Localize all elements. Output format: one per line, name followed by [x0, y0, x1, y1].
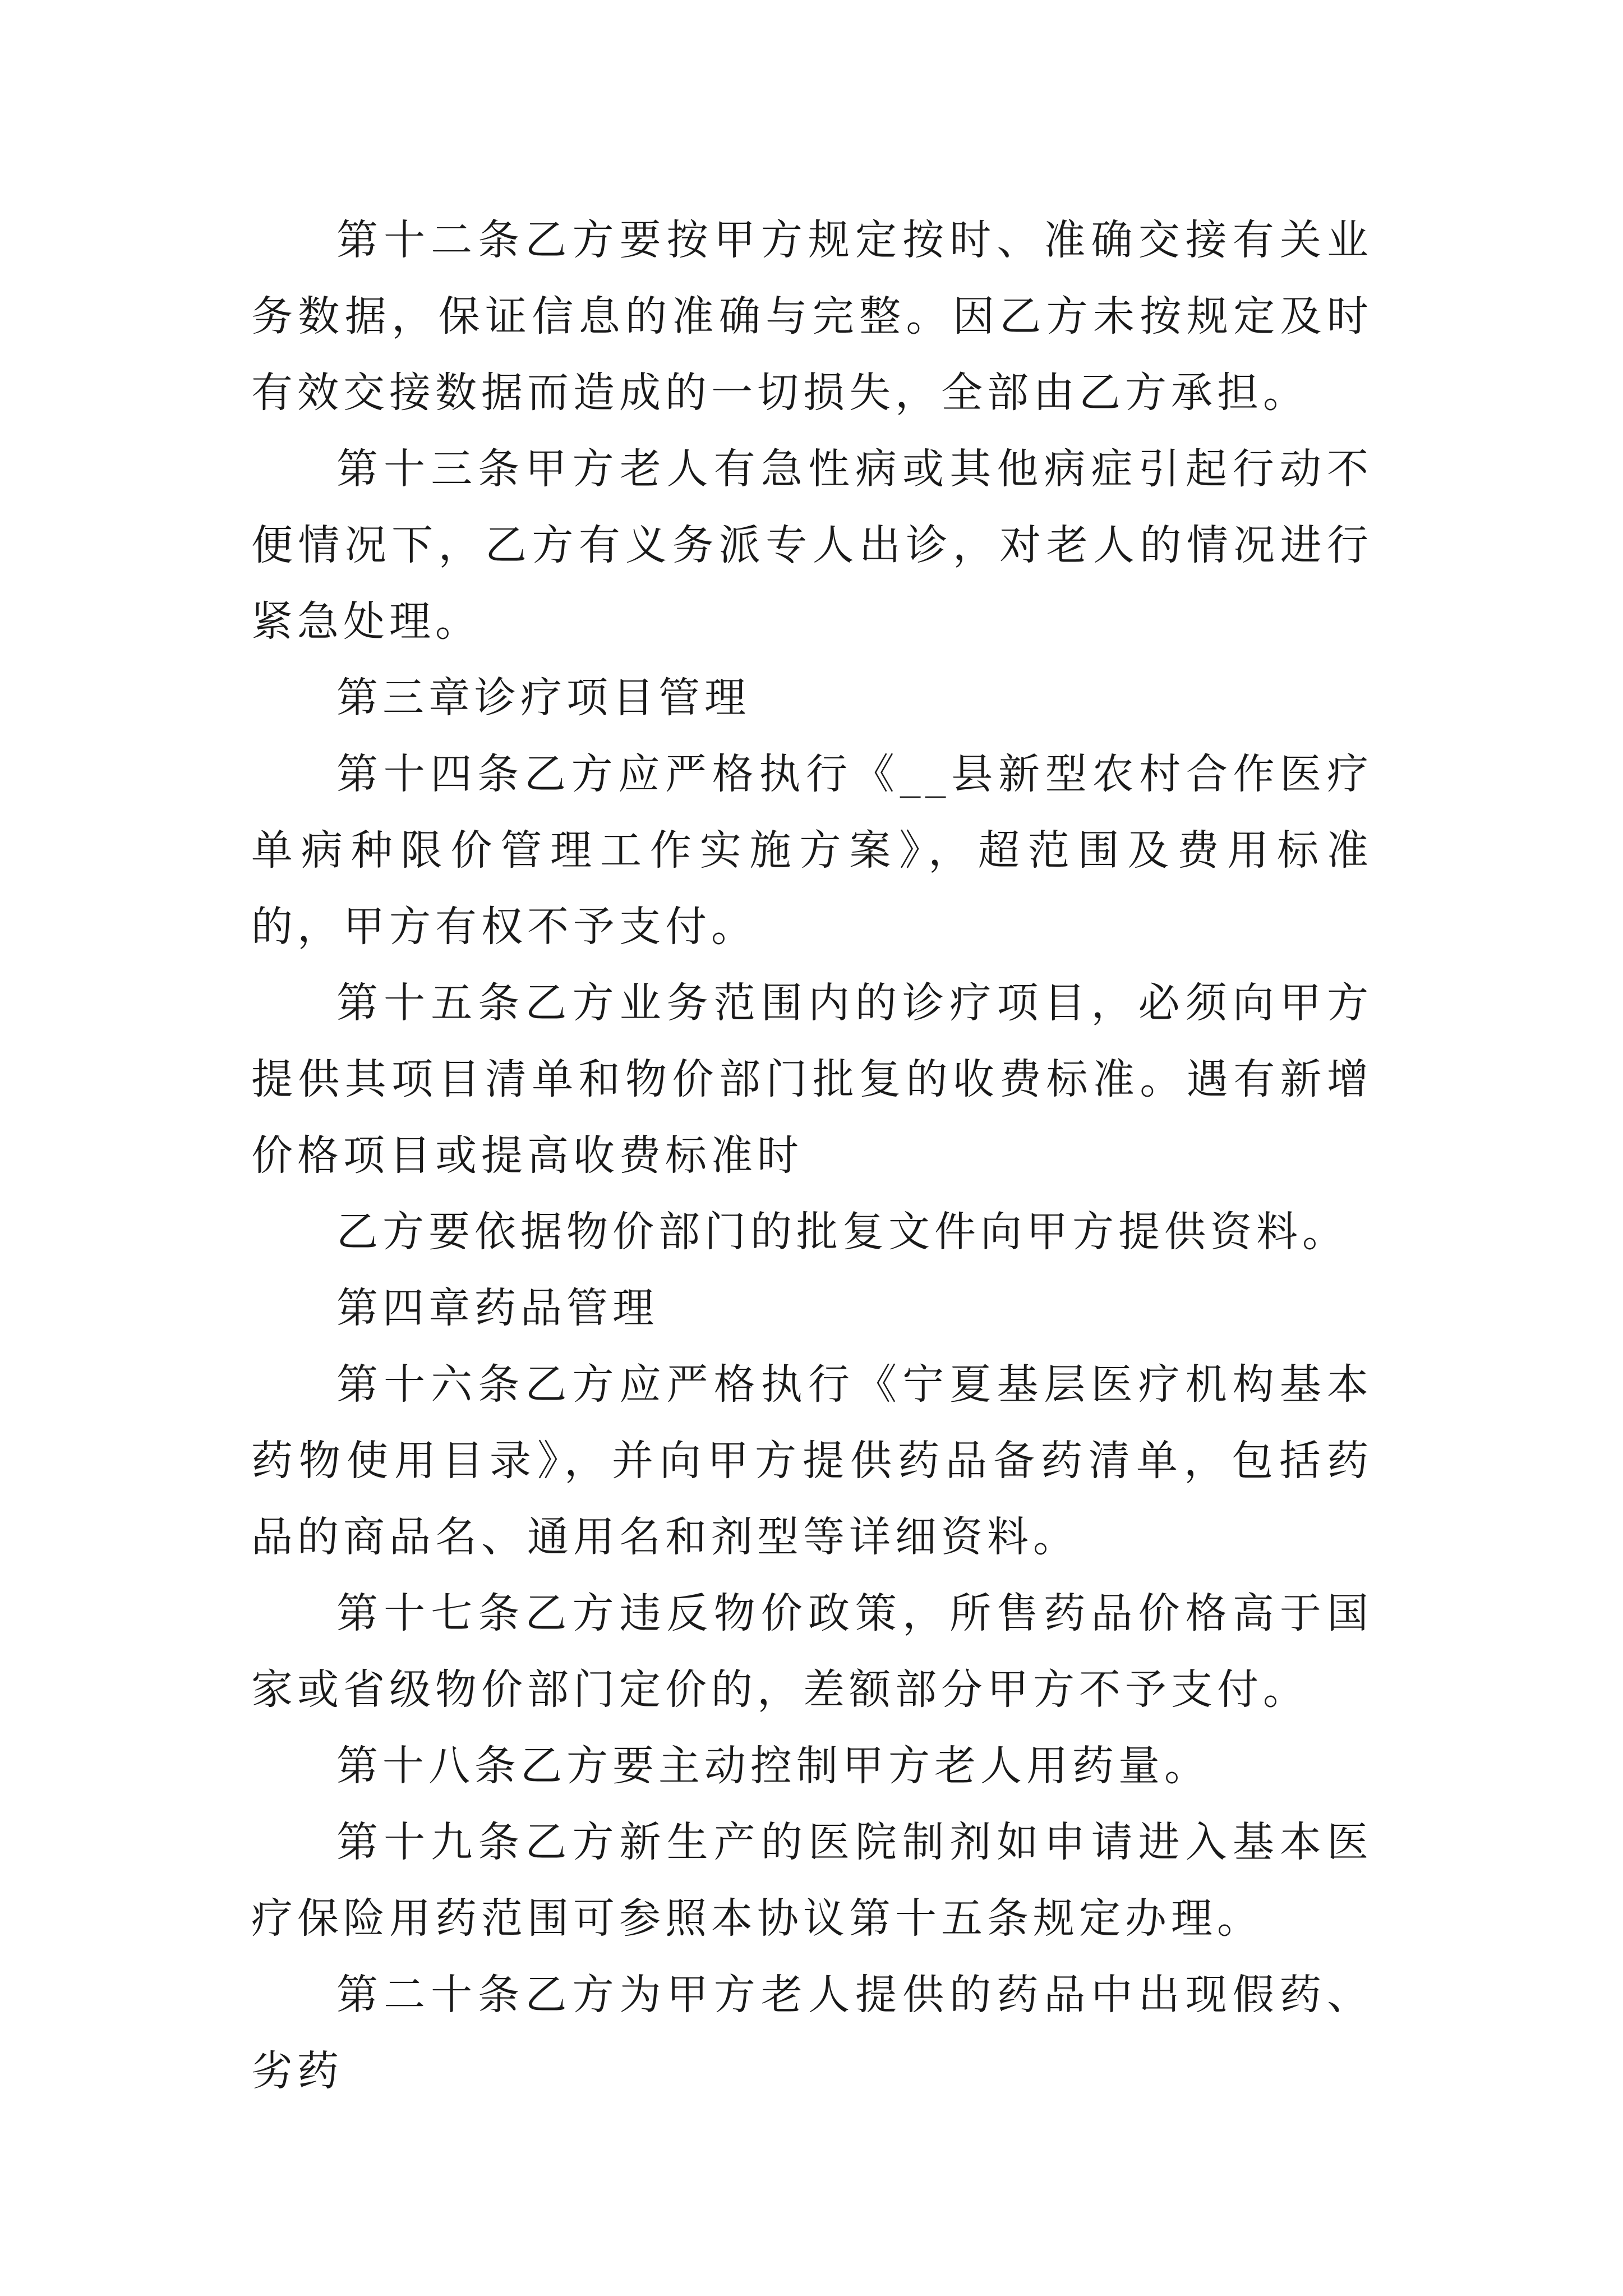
chapter-3-heading: 第三章诊疗项目管理: [336, 674, 750, 722]
chapter-4-heading: 第四章药品管理: [336, 1284, 658, 1332]
document-body: [251, 202, 1373, 2109]
article-16-paragraph: 第十六条乙方应严格执行《宁夏基层医疗机构基本药物使用目录》，并向甲方提供药品备药清单，包括药品的商品名、通用名和剂型等详细资料。: [251, 1360, 1373, 1561]
article-13-paragraph: 第十三条甲方老人有急性病或其他病症引起行动不便情况下，乙方有义务派专人出诊，对老人的情况进行紧急处理。: [251, 445, 1373, 646]
article-20-paragraph: 第二十条乙方为甲方老人提供的药品中出现假药、劣药: [251, 1971, 1373, 2095]
article-18-paragraph: 第十八条乙方要主动控制甲方老人用药量。: [336, 1742, 1210, 1790]
article-12-paragraph: 第十二条乙方要按甲方规定按时、准确交接有关业务数据，保证信息的准确与完整。因乙方未按规定及时有效交接数据而造成的一切损失，全部由乙方承担。: [251, 216, 1373, 417]
article-15-paragraph: 第十五条乙方业务范围内的诊疗项目，必须向甲方提供其项目清单和物价部门批复的收费标准。遇有新增价格项目或提高收费标准时: [251, 979, 1373, 1180]
article-14-paragraph: 第十四条乙方应严格执行《__县新型农村合作医疗单病种限价管理工作实施方案》，超范围及费用标准的，甲方有权不予支付。: [251, 750, 1373, 951]
article-17-paragraph: 第十七条乙方违反物价政策，所售药品价格高于国家或省级物价部门定价的，差额部分甲方不予支付。: [251, 1589, 1373, 1714]
article-19-paragraph: 第十九条乙方新生产的医院制剂如申请进入基本医疗保险用药范围可参照本协议第十五条规定办理。: [251, 1818, 1373, 1943]
article-15-continuation: 乙方要依据物价部门的批复文件向甲方提供资料。: [336, 1208, 1348, 1256]
